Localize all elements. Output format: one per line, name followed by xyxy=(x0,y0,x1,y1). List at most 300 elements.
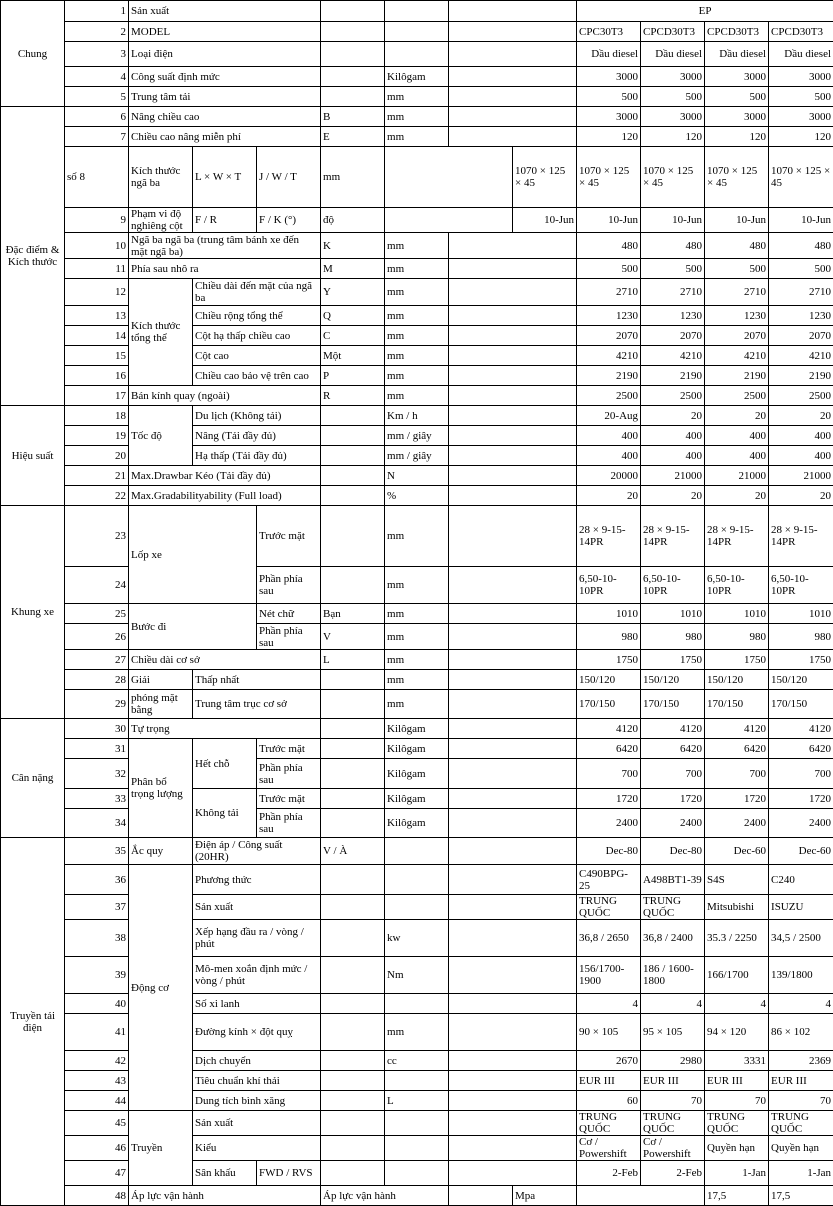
value-cell: 500 xyxy=(705,259,769,279)
value-cell: 150/120 xyxy=(769,670,833,690)
spacer-cell xyxy=(449,326,577,346)
value-cell: 3000 xyxy=(577,107,641,127)
table-row xyxy=(1,42,833,67)
value-cell: 2070 xyxy=(577,326,641,346)
item-symbol: Bạn xyxy=(321,604,385,624)
value-cell: 700 xyxy=(769,759,833,789)
value-cell: Cơ / Powershift xyxy=(641,1136,705,1161)
spacer-cell xyxy=(449,107,577,127)
value-cell: 170/150 xyxy=(641,690,705,719)
table-row xyxy=(1,107,833,127)
value-cell: 2400 xyxy=(577,809,641,838)
value-cell: 10-Jun xyxy=(705,208,769,233)
item-label: Tiêu chuẩn khí thải xyxy=(193,1071,321,1091)
item-label: MODEL xyxy=(129,22,321,42)
item-label: Chiều cao nâng miễn phí xyxy=(129,127,321,147)
value-cell: 70 xyxy=(641,1091,705,1111)
item-symbol: M xyxy=(321,259,385,279)
item-symbol xyxy=(321,865,385,895)
unit-cell: L xyxy=(385,1091,449,1111)
table-row xyxy=(1,739,833,759)
unit-cell: mm xyxy=(385,346,449,366)
item-symbol xyxy=(321,1161,385,1186)
value-cell: Dec-80 xyxy=(577,838,641,865)
table-row xyxy=(1,1091,833,1111)
spacer-cell xyxy=(449,233,577,259)
unit-cell: Kilôgam xyxy=(385,739,449,759)
unit-cell xyxy=(385,1111,449,1136)
unit-cell: mm xyxy=(385,326,449,346)
unit-cell: mm / giây xyxy=(385,446,449,466)
value-cell: 6420 xyxy=(705,739,769,759)
value-cell: 1010 xyxy=(577,604,641,624)
table-row xyxy=(1,306,833,326)
group-label: phóng mặt bằng xyxy=(129,690,193,719)
item-label: Loại điện xyxy=(129,42,321,67)
table-row xyxy=(1,789,833,809)
table-row xyxy=(1,366,833,386)
value-cell: 156/1700-1900 xyxy=(577,957,641,994)
table-row xyxy=(1,506,833,567)
item-detail: F / R xyxy=(193,208,257,233)
table-row xyxy=(1,486,833,506)
value-cell: 35.3 / 2250 xyxy=(705,920,769,957)
value-cell: 17,5 xyxy=(705,1186,769,1206)
value-cell: 980 xyxy=(641,624,705,650)
value-cell: 2-Feb xyxy=(641,1161,705,1186)
spacer-cell xyxy=(449,1091,577,1111)
item-label: Công suất định mức xyxy=(129,67,321,87)
value-cell: 1230 xyxy=(577,306,641,326)
item-symbol xyxy=(321,759,385,789)
item-label: Ngã ba ngã ba (trung tâm bánh xe đến mặt ngã ba) xyxy=(129,233,321,259)
value-cell: 2500 xyxy=(769,386,833,406)
value-cell: 150/120 xyxy=(705,670,769,690)
group-label: Giải xyxy=(129,670,193,690)
value-cell: Dec-60 xyxy=(769,838,833,865)
value-cell: 20 xyxy=(705,486,769,506)
item-symbol xyxy=(321,920,385,957)
value-cell: CPCD30T3 xyxy=(769,22,833,42)
item-label: Chiều rộng tổng thể xyxy=(193,306,321,326)
spacer-cell xyxy=(449,486,577,506)
spacer-cell xyxy=(449,604,577,624)
unit-cell: mm xyxy=(385,259,449,279)
item-symbol xyxy=(321,1051,385,1071)
value-cell: 400 xyxy=(705,446,769,466)
value-cell: 120 xyxy=(641,127,705,147)
item-label: Hạ thấp (Tải đầy đủ) xyxy=(193,446,321,466)
value-cell: 4 xyxy=(705,994,769,1014)
value-cell: Quyền hạn xyxy=(705,1136,769,1161)
table-row xyxy=(1,719,833,739)
item-symbol xyxy=(449,1186,513,1206)
row-number: 4 xyxy=(65,67,129,87)
table-row xyxy=(1,1136,833,1161)
value-cell: 86 × 102 xyxy=(769,1014,833,1051)
value-cell: 120 xyxy=(577,127,641,147)
value-cell: 1230 xyxy=(641,306,705,326)
group-label: Phân bổ trọng lượng xyxy=(129,739,193,838)
value-cell: 2070 xyxy=(705,326,769,346)
table-row xyxy=(1,920,833,957)
value-cell: 28 × 9-15-14PR xyxy=(769,506,833,567)
unit-cell xyxy=(385,994,449,1014)
value-cell: 1070 × 125 × 45 xyxy=(705,147,769,208)
value-cell: 400 xyxy=(769,426,833,446)
value-cell: 70 xyxy=(705,1091,769,1111)
item-symbol xyxy=(321,719,385,739)
item-symbol xyxy=(321,690,385,719)
item-symbol xyxy=(321,895,385,920)
table-row xyxy=(1,386,833,406)
value-cell: CPCD30T3 xyxy=(705,22,769,42)
row-number: 9 xyxy=(65,208,129,233)
row-number: 22 xyxy=(65,486,129,506)
value-cell: 28 × 9-15-14PR xyxy=(705,506,769,567)
group-label: Bước đi xyxy=(129,604,257,650)
value-cell: 3000 xyxy=(641,107,705,127)
row-number: 24 xyxy=(65,567,129,604)
table-row xyxy=(1,147,833,208)
value-cell: 20000 xyxy=(577,466,641,486)
item-label: Áp lực vận hành xyxy=(321,1186,449,1206)
value-cell: 500 xyxy=(641,87,705,107)
value-cell: 2400 xyxy=(705,809,769,838)
table-row xyxy=(1,1186,833,1206)
value-cell: 4 xyxy=(769,994,833,1014)
value-cell: 2369 xyxy=(769,1051,833,1071)
spacer-cell xyxy=(449,1,577,22)
value-cell: 400 xyxy=(641,426,705,446)
value-cell: 21000 xyxy=(641,466,705,486)
section-label: Truyền tải điện xyxy=(1,838,65,1206)
item-symbol xyxy=(321,1111,385,1136)
value-cell: 400 xyxy=(577,426,641,446)
value-cell: 4210 xyxy=(577,346,641,366)
value-cell: 120 xyxy=(705,127,769,147)
row-number: 2 xyxy=(65,22,129,42)
value-cell: Mitsubishi xyxy=(705,895,769,920)
value-cell: 2190 xyxy=(577,366,641,386)
table-row xyxy=(1,865,833,895)
item-label: Phần phía sau xyxy=(257,567,321,604)
item-label: Chiều dài cơ sở xyxy=(129,650,321,670)
table-row xyxy=(1,994,833,1014)
value-cell: 1-Jan xyxy=(705,1161,769,1186)
row-number: 43 xyxy=(65,1071,129,1091)
table-row xyxy=(1,233,833,259)
item-label: Trung tâm trục cơ sở xyxy=(193,690,321,719)
item-label: Đường kính × đột quỵ xyxy=(193,1014,321,1051)
value-cell: Quyền hạn xyxy=(769,1136,833,1161)
item-symbol xyxy=(321,67,385,87)
spacer-cell xyxy=(449,306,577,326)
value-cell: 3000 xyxy=(641,67,705,87)
item-label: Cột cao xyxy=(193,346,321,366)
value-cell: TRUNG QUỐC xyxy=(577,895,641,920)
item-label: Phạm vi độ nghiêng cột xyxy=(129,208,193,233)
value-cell: 700 xyxy=(705,759,769,789)
value-cell: 95 × 105 xyxy=(641,1014,705,1051)
item-symbol: V / À xyxy=(321,838,385,865)
value-cell: A498BT1-39 xyxy=(641,865,705,895)
value-cell: 34,5 / 2500 xyxy=(769,920,833,957)
unit-cell xyxy=(385,42,449,67)
item-label: Nét chữ xyxy=(257,604,321,624)
value-cell: 6,50-10-10PR xyxy=(769,567,833,604)
unit-cell: kw xyxy=(385,920,449,957)
unit-cell: mm xyxy=(385,506,449,567)
value-cell: 4210 xyxy=(641,346,705,366)
value-cell: 20 xyxy=(641,486,705,506)
value-cell: 4120 xyxy=(705,719,769,739)
item-symbol xyxy=(321,567,385,604)
unit-cell xyxy=(385,865,449,895)
spacer-cell xyxy=(449,22,577,42)
section-label: Cân nặng xyxy=(1,719,65,838)
value-cell: 500 xyxy=(577,87,641,107)
spacer-cell xyxy=(449,346,577,366)
value-cell: 2-Feb xyxy=(577,1161,641,1186)
value-cell: 500 xyxy=(769,259,833,279)
unit-cell: mm xyxy=(385,650,449,670)
value-cell: 60 xyxy=(577,1091,641,1111)
item-label: Phía sau nhô ra xyxy=(129,259,321,279)
table-row xyxy=(1,1111,833,1136)
value-cell: 3000 xyxy=(769,107,833,127)
spacer-cell xyxy=(449,386,577,406)
unit-cell: mm xyxy=(321,147,385,208)
value-cell: 28 × 9-15-14PR xyxy=(641,506,705,567)
unit-cell: % xyxy=(385,486,449,506)
table-row xyxy=(1,466,833,486)
value-cell: 150/120 xyxy=(641,670,705,690)
item-label: Trung tâm tải xyxy=(129,87,321,107)
item-label: Kiểu xyxy=(193,1136,321,1161)
item-label: Nâng (Tải đầy đủ) xyxy=(193,426,321,446)
value-cell: 170/150 xyxy=(769,690,833,719)
value-cell: CPCD30T3 xyxy=(641,22,705,42)
value-cell: 4120 xyxy=(641,719,705,739)
table-row xyxy=(1,957,833,994)
value-cell: EUR III xyxy=(641,1071,705,1091)
row-number: 47 xyxy=(65,1161,129,1186)
value-cell: 4120 xyxy=(769,719,833,739)
item-label: Xếp hạng đầu ra / vòng / phút xyxy=(193,920,321,957)
value-cell: 400 xyxy=(641,446,705,466)
row-number: 27 xyxy=(65,650,129,670)
unit-cell: mm xyxy=(385,1014,449,1051)
value-cell: 10-Jun xyxy=(641,208,705,233)
row-number: 21 xyxy=(65,466,129,486)
row-number: số 8 xyxy=(65,147,129,208)
spacer-cell xyxy=(449,87,577,107)
value-cell: 1750 xyxy=(641,650,705,670)
row-number: 44 xyxy=(65,1091,129,1111)
item-label: Phần phía sau xyxy=(257,624,321,650)
spacer-cell xyxy=(449,838,577,865)
value-cell: 20 xyxy=(769,406,833,426)
value-cell: 20 xyxy=(705,406,769,426)
table-row xyxy=(1,67,833,87)
row-number: 37 xyxy=(65,895,129,920)
value-cell: 1720 xyxy=(641,789,705,809)
value-cell: 21000 xyxy=(705,466,769,486)
spacer-cell xyxy=(449,865,577,895)
row-number: 31 xyxy=(65,739,129,759)
unit-cell: Kilôgam xyxy=(385,759,449,789)
row-number: 36 xyxy=(65,865,129,895)
unit-cell xyxy=(385,1136,449,1161)
item-symbol xyxy=(321,1136,385,1161)
spacer-cell xyxy=(449,895,577,920)
item-symbol xyxy=(321,42,385,67)
group-label: Kích thước tổng thể xyxy=(129,279,193,386)
value-cell: 6420 xyxy=(641,739,705,759)
row-number: 34 xyxy=(65,809,129,838)
item-label: Ắc quy xyxy=(129,838,193,865)
spacer-cell xyxy=(385,208,513,233)
item-symbol: B xyxy=(321,107,385,127)
table-row xyxy=(1,208,833,233)
unit-cell: N xyxy=(385,466,449,486)
table-row xyxy=(1,406,833,426)
value-cell: 3000 xyxy=(769,67,833,87)
table-row xyxy=(1,279,833,306)
value-cell: 2710 xyxy=(641,279,705,306)
table-row xyxy=(1,87,833,107)
table-row xyxy=(1,1014,833,1051)
value-cell: 3000 xyxy=(577,67,641,87)
section-label: Chung xyxy=(1,1,65,107)
item-label: Sản xuất xyxy=(193,895,321,920)
value-cell: TRUNG QUỐC xyxy=(641,895,705,920)
value-cell: 2500 xyxy=(705,386,769,406)
item-label: Sản xuất xyxy=(129,1,321,22)
value-cell: 3000 xyxy=(705,67,769,87)
value-cell: 480 xyxy=(705,233,769,259)
unit-cell xyxy=(385,1,449,22)
row-number: 33 xyxy=(65,789,129,809)
value-cell: 4 xyxy=(641,994,705,1014)
spec-table-body xyxy=(1,1,833,1206)
item-symbol xyxy=(321,1071,385,1091)
value-cell: 2400 xyxy=(769,809,833,838)
value-cell: 500 xyxy=(705,87,769,107)
item-symbol: R xyxy=(321,386,385,406)
spacer-cell xyxy=(577,1186,705,1206)
item-label: Trước mặt xyxy=(257,789,321,809)
item-symbol xyxy=(321,506,385,567)
value-cell: 1070 × 125 × 45 xyxy=(641,147,705,208)
row-number: 5 xyxy=(65,87,129,107)
row-number: 40 xyxy=(65,994,129,1014)
table-row xyxy=(1,446,833,466)
item-symbol xyxy=(321,670,385,690)
item-symbol xyxy=(321,1091,385,1111)
spacer-cell xyxy=(449,446,577,466)
item-label: Max.Drawbar Kéo (Tải đầy đủ) xyxy=(129,466,321,486)
value-cell: 400 xyxy=(769,446,833,466)
table-row xyxy=(1,670,833,690)
value-cell: 1070 × 125 × 45 xyxy=(769,147,833,208)
value-cell: TRUNG QUỐC xyxy=(641,1111,705,1136)
value-cell: 2500 xyxy=(577,386,641,406)
value-cell: 3000 xyxy=(705,107,769,127)
group-label: Tốc độ xyxy=(129,406,193,466)
item-symbol: P xyxy=(321,366,385,386)
value-cell: CPC30T3 xyxy=(577,22,641,42)
table-row xyxy=(1,895,833,920)
spacer-cell xyxy=(449,127,577,147)
value-cell: 480 xyxy=(577,233,641,259)
value-cell: 3331 xyxy=(705,1051,769,1071)
table-row xyxy=(1,690,833,719)
unit-cell: mm xyxy=(385,306,449,326)
value-cell: 980 xyxy=(769,624,833,650)
item-label: Sân khấu xyxy=(193,1161,257,1186)
spacer-cell xyxy=(449,506,577,567)
value-cell: 980 xyxy=(577,624,641,650)
unit-cell: Kilôgam xyxy=(385,719,449,739)
item-symbol xyxy=(321,446,385,466)
spacer-cell xyxy=(449,670,577,690)
item-symbol xyxy=(321,739,385,759)
section-label: Đặc điểm & Kích thước xyxy=(1,107,65,406)
unit-cell: mm xyxy=(385,670,449,690)
table-row xyxy=(1,759,833,789)
table-row xyxy=(1,624,833,650)
value-cell: 1750 xyxy=(577,650,641,670)
item-symbol xyxy=(321,1,385,22)
row-number: 23 xyxy=(65,506,129,567)
value-cell: 2710 xyxy=(705,279,769,306)
value-cell: EUR III xyxy=(705,1071,769,1091)
unit-cell xyxy=(385,1071,449,1091)
value-cell: 36,8 / 2400 xyxy=(641,920,705,957)
item-symbol xyxy=(321,466,385,486)
unit-cell: mm / giây xyxy=(385,426,449,446)
table-row xyxy=(1,1071,833,1091)
spacer-cell xyxy=(449,1014,577,1051)
spacer-cell xyxy=(449,957,577,994)
spacer-cell xyxy=(449,920,577,957)
value-cell: EUR III xyxy=(577,1071,641,1091)
spacer-cell xyxy=(449,1051,577,1071)
unit-cell: mm xyxy=(385,127,449,147)
value-cell: 1230 xyxy=(705,306,769,326)
value-cell: S4S xyxy=(705,865,769,895)
unit-cell: độ xyxy=(321,208,385,233)
row-number: 25 xyxy=(65,604,129,624)
item-label: Mô-men xoắn định mức / vòng / phút xyxy=(193,957,321,994)
row-number: 19 xyxy=(65,426,129,446)
subgroup-label: Không tải xyxy=(193,789,257,838)
value-cell: 1070 × 125 × 45 xyxy=(577,147,641,208)
item-label: Phần phía sau xyxy=(257,809,321,838)
unit-cell: mm xyxy=(385,604,449,624)
table-row xyxy=(1,259,833,279)
spacer-cell xyxy=(449,366,577,386)
value-cell: Dầu diesel xyxy=(641,42,705,67)
unit-cell: Kilôgam xyxy=(385,67,449,87)
value-cell: 6,50-10-10PR xyxy=(641,567,705,604)
row-number: 30 xyxy=(65,719,129,739)
spacer-cell xyxy=(449,1071,577,1091)
value-cell: 17,5 xyxy=(769,1186,833,1206)
item-symbol xyxy=(321,994,385,1014)
